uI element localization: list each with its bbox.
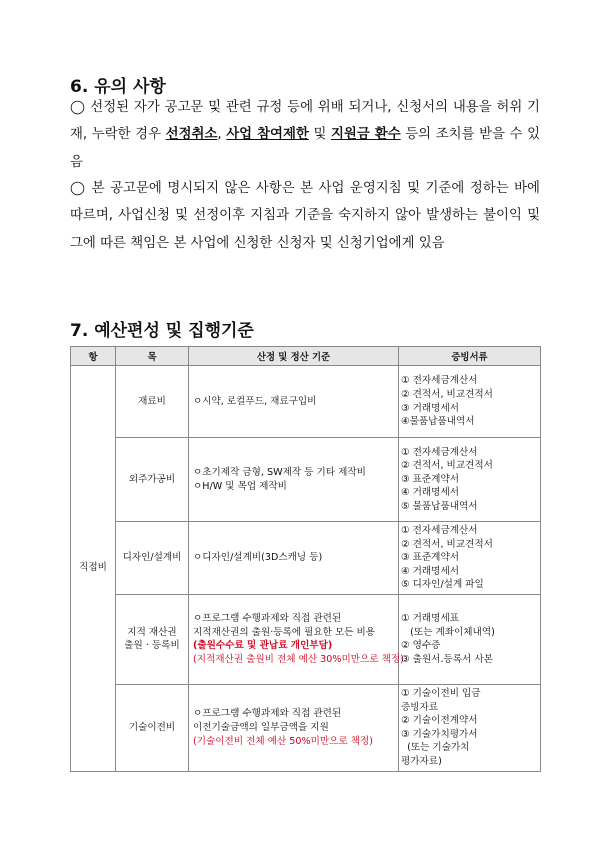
criteria-note: (지적재산권 출원비 전체 예산 30%미만으로 책정) (193, 654, 404, 666)
criteria-line: ㅇ시약, 로컬푸드, 재료구입비 (193, 395, 317, 407)
doc-line: ③ 출원서.등록서 사본 (401, 654, 493, 666)
notice-sep-2: 및 (308, 127, 331, 143)
doc-line: ② 견적서, 비교견적서 (401, 538, 493, 550)
doc-line: ② 견적서, 비교견적서 (401, 460, 493, 472)
notice-bold-restrict: 사업 참여제한 (226, 127, 309, 143)
criteria-cell (189, 594, 404, 684)
criteria-line: 지적재산권의 출원·등록에 필요한 모든 비용 (193, 626, 376, 638)
documents-cell (399, 594, 541, 684)
section-6-title: 6. 유의 사항 (70, 77, 166, 97)
criteria-line: ㅇ프로그램 수행과제와 직접 관련된 (193, 708, 342, 720)
budget-table (70, 346, 541, 772)
doc-line: ④물품납품내역서 (401, 416, 475, 428)
table-row (71, 438, 541, 522)
documents-cell (399, 522, 541, 595)
criteria-note: (기술이전비 전체 예산 50%미만으로 책정) (193, 735, 374, 747)
doc-line: ③ 기술가치평가서 (401, 728, 478, 740)
table-header-row (71, 347, 541, 366)
doc-line: ③ 표준계약서 (401, 473, 459, 485)
header-documents: 증빙서류 (399, 347, 541, 366)
doc-line: ④ 거래명세서 (401, 487, 459, 499)
header-criteria: 산정 및 정산 기준 (189, 347, 399, 366)
table-row (71, 594, 541, 684)
criteria-line: ㅇ초기제작 금형, SW제작 등 기타 제작비 (193, 466, 366, 478)
doc-line: (또는 기술가치 (401, 742, 470, 754)
item-cell (116, 594, 189, 684)
doc-line: ① 전자세금계산서 (401, 525, 478, 536)
category-cell: 직접비 (71, 366, 116, 772)
criteria-cell (189, 522, 399, 595)
documents-cell (399, 438, 541, 522)
item-cell (116, 438, 189, 522)
doc-line: ① 기술이전비 입금 (401, 687, 481, 699)
doc-line: 증빙자료 (401, 701, 439, 713)
doc-line: ② 영수증 (401, 640, 441, 652)
table-row (71, 684, 541, 771)
doc-line: ① 전자세금계산서 (401, 446, 478, 458)
item-text: 출원 · 등록비 (124, 640, 180, 652)
notice-paragraph-2: ◯ 본 공고문에 명시되지 않은 사항은 본 사업 운영지침 및 기준에 정하는 바에 따르며, 사업신청 및 선정이후 지침과 기준을 숙지하지 않아 발생하는 불이익 및 그에 따른 책임은 본 사업에 신청한 신청자 및 신청기업에게 있음 (70, 181, 540, 251)
header-category: 항 (71, 347, 116, 366)
doc-line: ③ 표준계약서 (401, 552, 459, 564)
item-text: 지적 재산권 (127, 626, 177, 638)
notice-text-after: 등의 조치를 받을 수 있음 (70, 127, 541, 170)
criteria-line: ㅇH/W 및 목업 제작비 (193, 480, 287, 492)
criteria-line: 이전기술금액의 일부금액을 지원 (193, 721, 329, 733)
notice-text-before: ◯ 선정된 자가 공고문 및 관련 규정 등에 위배 되거나, 신청서의 내용을 허위 기재, 누락한 경우 (70, 100, 540, 143)
notice-bold-refund: 지원금 환수 (330, 127, 401, 143)
item-cell (116, 366, 189, 438)
doc-line: ② 견적서, 비교견적서 (401, 388, 493, 400)
section-7-title: 7. 예산편성 및 집행기준 (70, 321, 254, 341)
notice-bold-cancel: 선정취소 (165, 127, 218, 143)
notice-sep-1: , (217, 127, 227, 143)
criteria-line: ㅇ디자인/설계비(3D스캐닝 등) (193, 552, 323, 564)
criteria-line: ㅇ프로그램 수행과제와 직접 관련된 (193, 613, 342, 625)
doc-line: ② 기술이전계약서 (401, 715, 478, 727)
item-cell (116, 522, 189, 595)
doc-line: ③ 거래명세서 (401, 402, 459, 414)
table-row (71, 522, 541, 595)
item-text: 기술이전비 (128, 721, 176, 733)
header-item: 목 (116, 347, 189, 366)
documents-cell (399, 684, 541, 771)
doc-line: 평가자료) (401, 755, 442, 767)
criteria-cell (189, 438, 399, 522)
doc-line: ④ 거래명세서 (401, 565, 459, 577)
item-text: 재료비 (138, 395, 166, 407)
item-text: 외주가공비 (128, 473, 176, 485)
documents-cell (399, 366, 541, 438)
notice-paragraph-1 (70, 94, 540, 176)
item-cell (116, 684, 189, 771)
doc-line: ⑤ 물품납품내역서 (401, 500, 478, 512)
criteria-cell (189, 366, 399, 438)
criteria-note-bold: (출원수수료 및 관납료 개인부담) (193, 640, 333, 652)
doc-line: (또는 계좌이체내역) (401, 626, 495, 638)
table-row (71, 366, 541, 438)
doc-line: ⑤ 디자인/설계 파일 (401, 579, 484, 591)
item-text: 디자인/설계비 (122, 552, 182, 564)
doc-line: ① 전자세금계산서 (401, 375, 478, 387)
doc-line: ① 거래명세표 (401, 613, 459, 625)
criteria-cell (189, 684, 399, 771)
